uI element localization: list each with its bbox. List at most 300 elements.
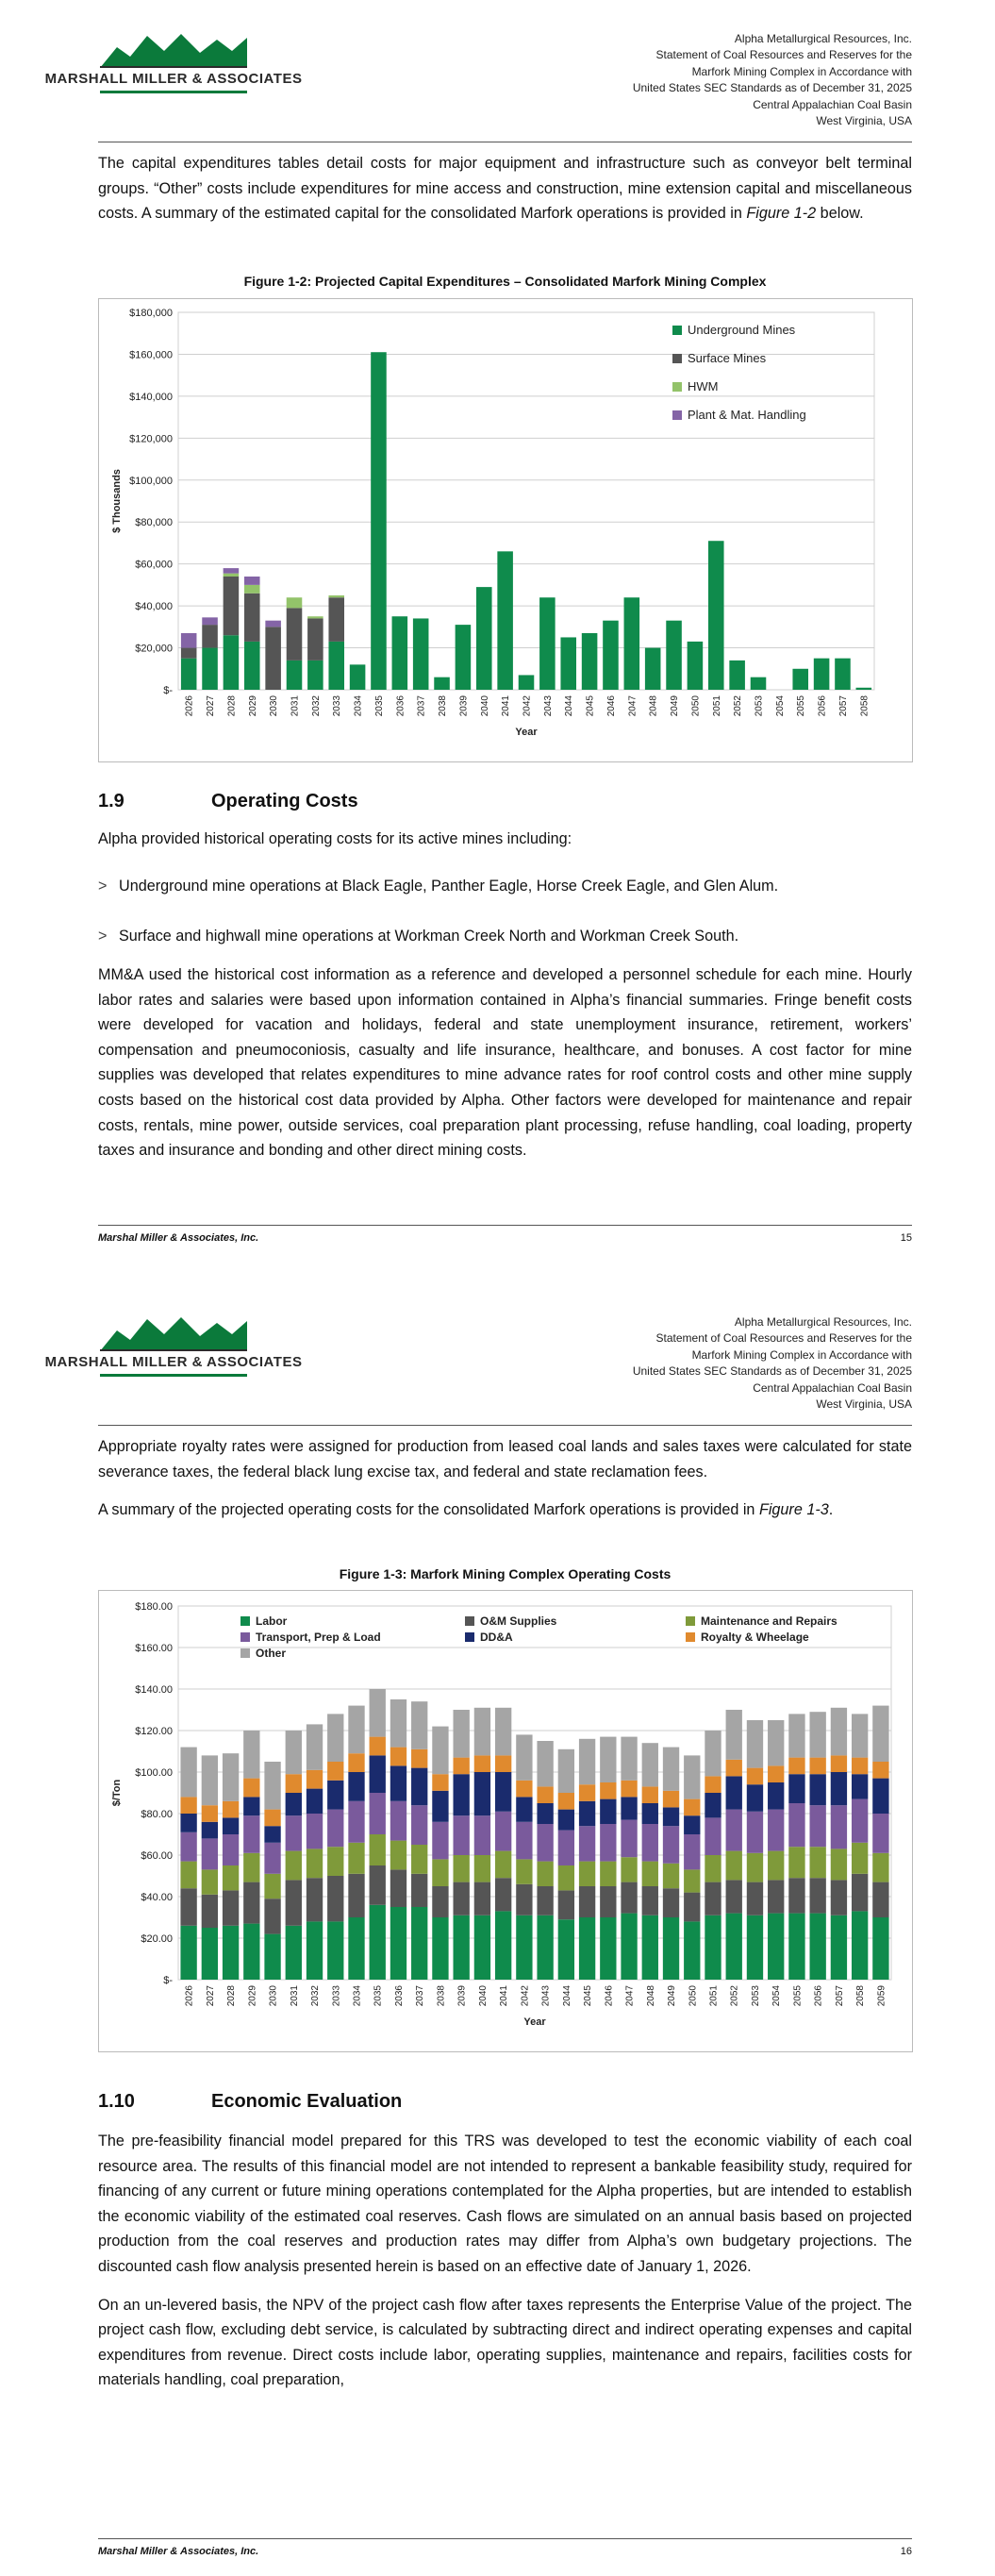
bullet-item: > Underground mine operations at Black Eagle, Panther Eagle, Horse Creek Eagle, and Glen Alum. [98,878,779,895]
section-number: 1.10 [98,2091,135,2112]
bar-segment [831,1848,847,1880]
bar-segment [474,1815,490,1855]
bar-segment [370,1689,386,1737]
bar-segment [558,1919,574,1980]
bar-segment [202,1895,218,1928]
bar-segment [223,1834,239,1865]
bar-segment [621,1797,637,1819]
section-title: Operating Costs [211,791,358,811]
bar-segment [705,1776,721,1793]
bar-segment [726,1760,742,1777]
bar-segment [516,1915,532,1980]
bar-segment [456,625,472,690]
bar-segment [600,1917,616,1980]
bar-segment [181,633,197,648]
bar-segment [411,1768,427,1806]
bar-segment [810,1805,826,1847]
legend-swatch [240,1616,250,1626]
bar-segment [621,1882,637,1914]
legend-swatch [686,1632,695,1642]
x-tick-label: 2057 [837,695,849,717]
y-tick-label: $- [163,685,173,696]
bar-segment [454,1710,470,1758]
x-tick-label: 2050 [688,1985,699,2007]
legend-swatch [672,382,682,392]
company-logo [44,1308,303,1383]
bar-segment [224,635,240,690]
header-line: Statement of Coal Resources and Reserves for the [655,1331,912,1346]
bar-segment [726,1851,742,1881]
x-tick-label: 2052 [733,695,744,717]
x-tick-label: 2038 [436,1985,447,2007]
header-line: Central Appalachian Coal Basin [753,97,912,111]
bar-segment [243,1882,259,1924]
bar-segment [348,1843,364,1874]
operating-costs-intro: Alpha provided historical operating costs for its active mines including: [98,830,572,847]
bar-segment [370,1755,386,1793]
bar-segment [788,1774,804,1803]
bar-segment [265,621,281,627]
y-tick-label: $160,000 [129,349,173,361]
section-heading-operating-costs [98,791,358,812]
bar-segment [872,1814,888,1853]
bar-segment [371,352,387,690]
x-tick-label: 2027 [205,1985,216,2007]
bar-segment [454,1815,470,1855]
bar-segment [307,618,323,660]
bar-segment [348,1753,364,1772]
bar-segment [558,1810,574,1831]
bar-segment [180,1748,196,1798]
x-tick-label: 2049 [667,1985,678,2007]
legend-label: Surface Mines [688,351,767,365]
bar-segment [390,1699,406,1748]
header-line: Alpha Metallurgical Resources, Inc. [734,1315,912,1329]
bar-segment [202,1838,218,1869]
bar-segment [582,633,598,690]
figure-1-2-caption: Figure 1-2: Projected Capital Expenditures – Consolidated Marfork Mining Complex [243,274,767,289]
bar-segment [600,1799,616,1824]
bar-segment [663,1864,679,1888]
bar-segment [243,1924,259,1980]
bar-segment [539,597,556,690]
figure-1-3-caption: Figure 1-3: Marfork Mining Complex Operating Costs [339,1566,672,1581]
logo-wordmark: MARSHALL MILLER & ASSOCIATES [44,71,303,87]
bar-segment [810,1914,826,1980]
section-heading-economic-evaluation [98,2091,402,2113]
operating-costs-paragraph: MM&A used the historical cost information as a reference and developed a personnel schedule for each mine. Hourly labor rates and salaries were based upon information contained in Alpha’s financial summaries. Fringe benefit costs were developed for vacation and holidays, federal and state unemployment insurance, retirement, workers’ compensation and pneumoconiosis, casualty and life insurance, healthcare, and bonuses. A cost factor for mine supplies was developed that relates expenditures to mine advance rates for roof control costs and other mine supply costs based on the historical cost data provided by Alpha. Other factors were developed for maintenance and repair costs, rentals, mine power, outside services, coal preparation plant processing, refuse handling, coal loading, property taxes and insurance and bonding and other direct mining costs. [98,966,912,1160]
bar-segment [768,1765,784,1782]
economic-evaluation-text [98,2129,912,2406]
x-tick-label: 2030 [268,1985,279,2007]
x-tick-label: 2031 [290,695,301,717]
bar-segment [495,1755,511,1772]
legend-swatch [672,410,682,420]
bar-segment [645,648,661,690]
bar-segment [411,1907,427,1980]
bar-segment [810,1758,826,1775]
bar-segment [814,659,830,690]
bar-segment [516,1797,532,1821]
y-tick-label: $60,000 [135,559,173,571]
x-tick-label: 2034 [353,695,364,717]
bar-segment [390,1869,406,1907]
bar-segment [708,541,724,690]
bar-segment [327,1781,343,1810]
bar-segment [831,1915,847,1980]
legend-label: HWM [688,379,719,393]
bar-segment [558,1831,574,1865]
bar-segment [286,1774,302,1793]
section-number: 1.9 [98,791,124,811]
y-tick-label: $140,000 [129,391,173,403]
bar-segment [852,1774,868,1798]
bar-segment [348,1706,364,1754]
header-line: United States SEC Standards as of December 31, 2025 [632,1364,912,1379]
bar-segment [810,1712,826,1757]
legend-label: O&M Supplies [480,1614,557,1628]
x-tick-label: 2051 [711,695,722,717]
x-tick-label: 2041 [499,1985,510,2007]
bar-segment [327,1714,343,1762]
legend-label: DD&A [480,1631,513,1644]
bar-segment [579,1801,595,1826]
bar-segment [264,1843,280,1874]
bar-segment [558,1793,574,1810]
x-tick-label: 2036 [393,1985,405,2007]
figure-reference: Figure 1-3 [758,1501,829,1519]
bar-segment [307,661,323,690]
bar-segment [180,1832,196,1862]
x-tick-label: 2029 [247,695,258,717]
bar-segment [202,1869,218,1894]
bullet-item: > Surface and highwall mine operations at Workman Creek North and Workman Creek South. [98,928,739,945]
header-line: United States SEC Standards as of December 31, 2025 [632,81,912,95]
bar-segment [370,1834,386,1865]
header-divider [98,1425,912,1426]
bar-segment [537,1886,553,1915]
bar-segment [181,648,197,659]
x-tick-label: 2036 [395,695,406,717]
bar-segment [264,1762,280,1810]
header-line: Alpha Metallurgical Resources, Inc. [734,32,912,45]
bar-segment [348,1917,364,1980]
y-tick-label: $40,000 [135,601,173,613]
bar-segment [264,1874,280,1899]
bar-segment [180,1814,196,1832]
bar-segment [243,1779,259,1798]
bar-segment [432,1917,448,1980]
bar-segment [390,1765,406,1800]
footer-company: Marshal Miller & Associates, Inc. [98,1232,259,1244]
x-tick-label: 2053 [750,1985,761,2007]
x-tick-label: 2059 [876,1985,887,2007]
bar-segment [454,1855,470,1882]
bar-segment [558,1749,574,1793]
x-tick-label: 2031 [289,1985,300,2007]
x-tick-label: 2028 [226,1985,238,2007]
bar-segment [328,595,344,597]
bar-segment [726,1810,742,1851]
bar-segment [348,1772,364,1801]
bar-segment [202,1928,218,1980]
bar-segment [287,661,303,690]
bar-segment [537,1786,553,1803]
x-axis-title: Year [523,2016,546,2028]
bar-segment [223,1801,239,1818]
bar-segment [788,1803,804,1847]
x-tick-label: 2043 [540,1985,552,2007]
legend-swatch [240,1648,250,1658]
y-tick-label: $80,000 [135,517,173,529]
bar-segment [432,1774,448,1791]
footer-company: Marshal Miller & Associates, Inc. [98,2546,259,2557]
bar-segment [307,1814,323,1848]
bar-segment [600,1782,616,1799]
bar-segment [202,648,218,690]
x-tick-label: 2054 [774,695,786,717]
bar-segment [411,1749,427,1768]
bar-segment [600,1824,616,1862]
bar-segment [852,1911,868,1980]
report-page-15 [0,0,995,1283]
bar-segment [600,1886,616,1917]
bar-segment [327,1921,343,1980]
bar-segment [705,1882,721,1915]
bar-segment [243,1731,259,1779]
bar-segment [726,1710,742,1760]
logo-wordmark: MARSHALL MILLER & ASSOCIATES [44,1354,303,1370]
y-tick-label: $140.00 [135,1684,173,1696]
bar-segment [747,1915,763,1980]
bar-segment [579,1862,595,1886]
bar-segment [454,1915,470,1980]
bar-segment [411,1805,427,1845]
bar-segment [390,1748,406,1766]
x-tick-label: 2037 [416,695,427,717]
bar-segment [810,1774,826,1805]
bar-segment [705,1817,721,1855]
bar-segment [600,1862,616,1886]
bar-segment [872,1762,888,1779]
x-tick-label: 2040 [479,695,490,717]
bar-segment [370,1793,386,1834]
y-tick-label: $40.00 [141,1892,173,1903]
section-title: Economic Evaluation [211,2091,403,2112]
legend-label: Underground Mines [688,323,796,337]
x-tick-label: 2026 [184,1985,195,2007]
bar-segment [244,585,260,594]
bar-segment [411,1845,427,1874]
bar-segment [537,1824,553,1862]
bar-segment [181,659,197,690]
x-tick-label: 2032 [310,1985,322,2007]
bar-segment [751,677,767,690]
bar-segment [286,1815,302,1850]
bar-segment [747,1853,763,1882]
x-tick-label: 2056 [813,1985,824,2007]
bar-segment [454,1882,470,1915]
x-tick-label: 2051 [708,1985,720,2007]
x-tick-label: 2055 [796,695,807,717]
bar-segment [474,1755,490,1772]
bar-segment [663,1791,679,1808]
bar-segment [413,618,429,690]
x-tick-label: 2033 [331,1985,342,2007]
bar-segment [768,1782,784,1810]
legend-swatch [240,1632,250,1642]
x-tick-label: 2040 [477,1985,489,2007]
bar-segment [370,1737,386,1756]
royalty-paragraph: Appropriate royalty rates were assigned for production from leased coal lands and sales taxes were calculated for state severance taxes, the federal black lung excise tax, and federal and state reclamation fees. A summary of the projected operating costs for the consolidated Marfork operations is provided in Figure 1-3. [98,1438,912,1519]
bar-segment [495,1851,511,1879]
bar-segment [307,1921,323,1980]
bar-segment [454,1758,470,1775]
bar-segment [202,1805,218,1822]
bar-segment [788,1847,804,1878]
bar-segment [560,637,576,690]
footer-divider [98,2538,912,2539]
bar-segment [516,1822,532,1860]
x-tick-label: 2046 [605,695,617,717]
bar-segment [348,1874,364,1917]
company-logo [44,25,303,100]
bar-segment [872,1853,888,1882]
x-tick-label: 2048 [645,1985,656,2007]
bar-segment [747,1784,763,1812]
bar-segment [788,1878,804,1913]
bar-segment [642,1915,658,1980]
legend-label: Royalty & Wheelage [701,1631,809,1644]
y-tick-label: $120,000 [129,433,173,445]
bar-segment [663,1826,679,1864]
y-tick-label: $80.00 [141,1809,173,1820]
x-tick-label: 2058 [855,1985,867,2007]
capex-intro-paragraph: The capital expenditures tables detail costs for major equipment and infrastructure such as conveyor belt terminal groups. “Other” costs include expenditures for mine access and construction, mine extension capital and miscellaneous costs. A summary of the estimated capital for the consolidated Marfork operations is provided in Figure 1-2 below. [98,155,912,223]
bar-segment [788,1758,804,1775]
report-page-16 [0,1283,995,2576]
bar-segment [537,1803,553,1824]
bar-segment [831,1772,847,1805]
bar-segment [684,1799,700,1816]
bar-segment [307,1770,323,1789]
y-axis-title: $/Ton [111,1779,123,1807]
bar-segment [202,1822,218,1839]
bar-segment [872,1779,888,1814]
bar-segment [537,1741,553,1786]
bar-segment [579,1886,595,1917]
bar-segment [663,1888,679,1917]
bar-segment [768,1880,784,1913]
bar-segment [603,621,619,690]
y-tick-label: $160.00 [135,1643,173,1654]
x-tick-label: 2026 [184,695,195,717]
bar-segment [726,1880,742,1913]
header-line: Central Appalachian Coal Basin [753,1380,912,1395]
y-tick-label: $180,000 [129,308,173,319]
bar-segment [286,1926,302,1980]
bar-segment [474,1915,490,1980]
bar-segment [642,1743,658,1786]
bar-segment [327,1762,343,1781]
bar-segment [537,1915,553,1980]
bar-segment [726,1776,742,1809]
bar-segment [264,1899,280,1933]
bar-segment [243,1853,259,1882]
bar-segment [180,1926,196,1980]
header-line: Marfork Mining Complex in Accordance with [691,1347,912,1362]
bar-segment [516,1734,532,1780]
bar-segment [705,1793,721,1817]
x-tick-label: 2034 [352,1985,363,2007]
plot-area [178,312,874,690]
bar-segment [684,1815,700,1834]
bar-segment [474,1708,490,1756]
y-axis-title: $ Thousands [111,469,123,533]
x-tick-label: 2029 [247,1985,258,2007]
x-tick-label: 2044 [561,1985,572,2007]
bar-segment [244,577,260,585]
bar-segment [663,1748,679,1791]
bar-segment [202,1755,218,1805]
x-tick-label: 2039 [456,1985,468,2007]
bar-segment [495,1878,511,1911]
bar-segment [495,1772,511,1812]
bar-segment [432,1822,448,1860]
bar-segment [792,669,808,690]
x-tick-label: 2043 [542,695,554,717]
bar-segment [579,1739,595,1784]
bar-segment [621,1737,637,1781]
y-tick-label: $100.00 [135,1767,173,1779]
legend-swatch [465,1632,474,1642]
bar-segment [327,1810,343,1848]
bar-segment [768,1851,784,1881]
y-tick-label: $180.00 [135,1601,173,1613]
bar-segment [390,1841,406,1870]
bar-segment [684,1834,700,1869]
bar-segment [688,642,704,690]
bar-segment [348,1801,364,1843]
bar-segment [747,1882,763,1915]
bar-segment [474,1772,490,1815]
bar-segment [642,1824,658,1862]
bar-segment [558,1865,574,1890]
bar-segment [810,1878,826,1913]
x-tick-label: 2038 [438,695,449,717]
capex-chart-frame [98,298,913,762]
y-tick-label: $60.00 [141,1850,173,1862]
bar-segment [621,1820,637,1858]
bar-segment [495,1812,511,1851]
footer-divider [98,1225,912,1226]
bar-segment [392,616,408,690]
bar-segment [307,1789,323,1814]
legend-swatch [672,354,682,363]
y-tick-label: $- [163,1975,173,1986]
plot-area [178,1606,891,1980]
header-line: Marfork Mining Complex in Accordance with [691,64,912,78]
bar-segment [684,1869,700,1892]
bar-segment [264,1810,280,1827]
legend-label: Other [256,1647,287,1660]
bar-segment [307,1848,323,1878]
bar-segment [390,1801,406,1841]
x-tick-label: 2032 [310,695,322,717]
bar-segment [642,1862,658,1886]
bar-segment [579,1784,595,1801]
x-tick-label: 2057 [834,1985,845,2007]
